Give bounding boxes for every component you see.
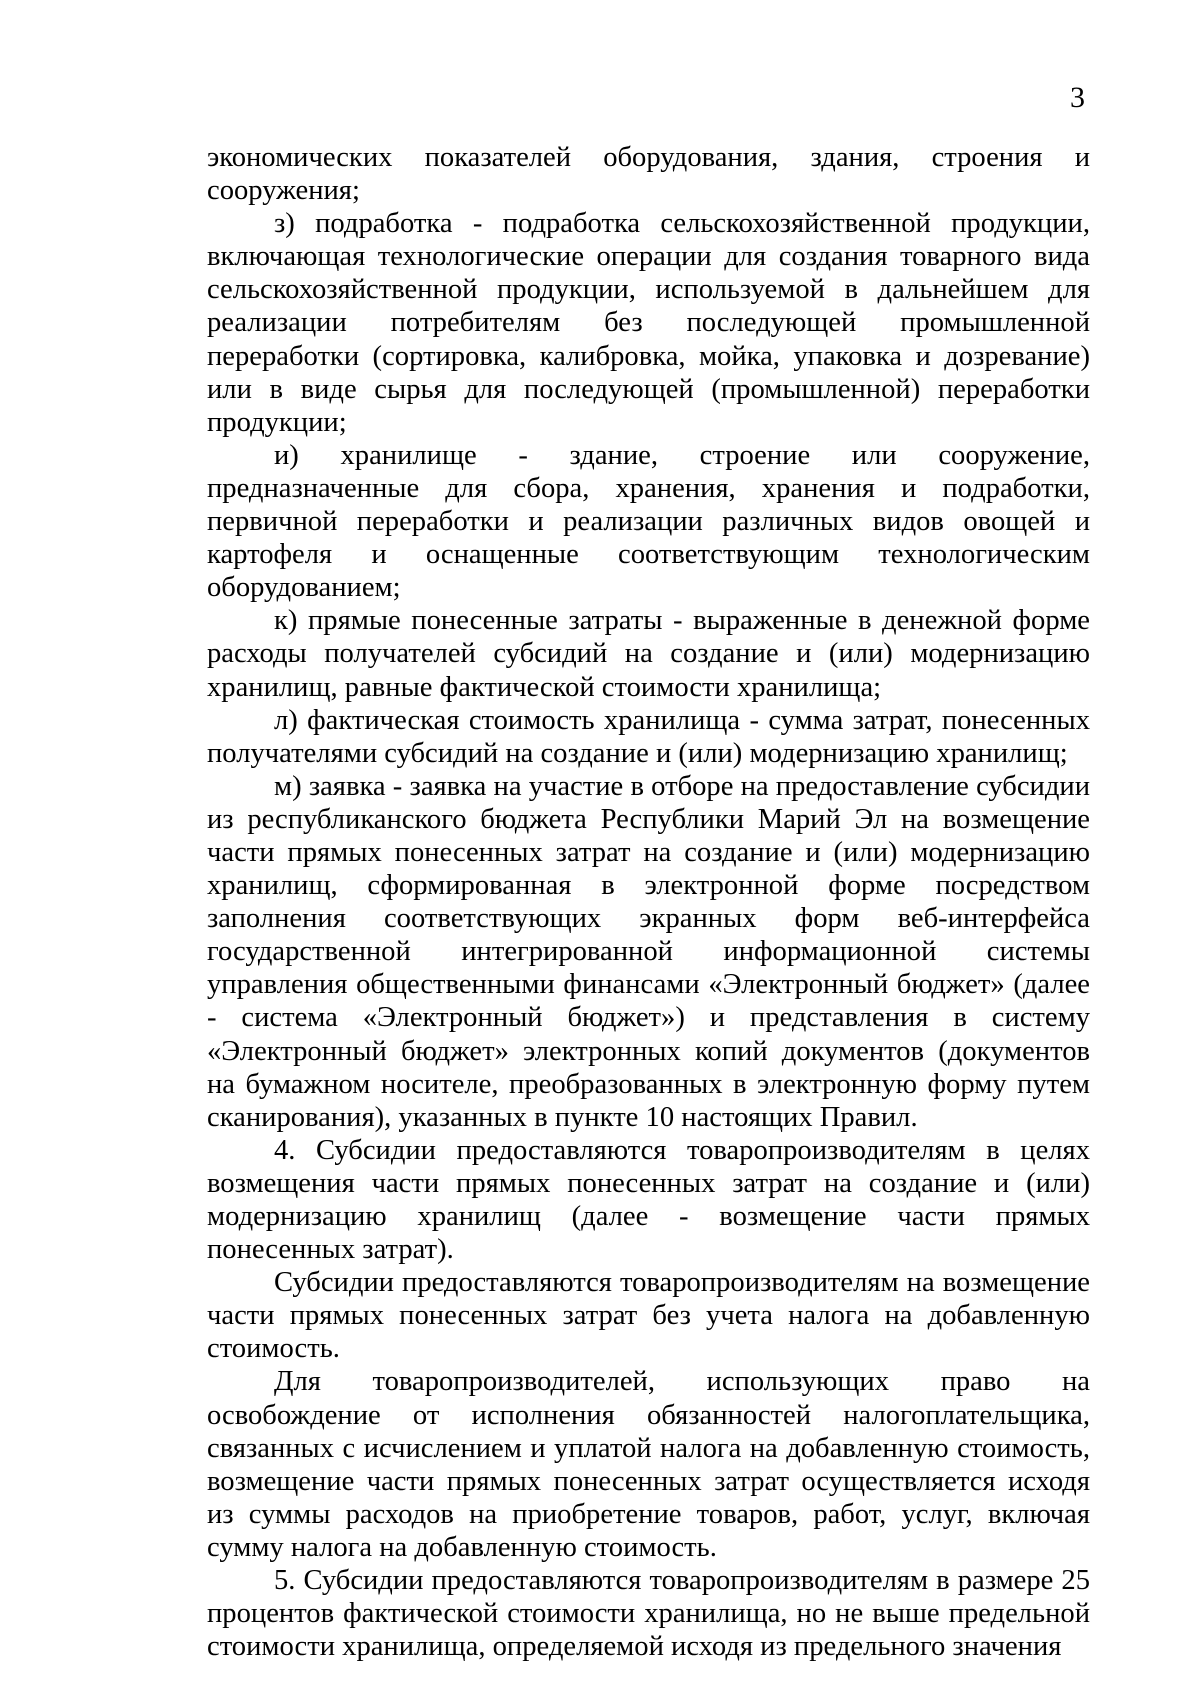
paragraph-vat-exclusion: Субсидии предоставляются товаропроизводителям на возмещение части прямых понесенных затрат без учета налога на добавленную стоимость. (207, 1267, 1090, 1365)
paragraph-clause-4: 4. Субсидии предоставляются товаропроизводителям в целях возмещения части прямых понесенных затрат на создание и (или) модернизацию хранилищ (далее - возмещение части прямых понесенных затрат). (207, 1134, 1090, 1266)
paragraph-definition-i: и) хранилище - здание, строение или сооружение, предназначенные для сбора, хранения, хранения и подработки, первичной переработки и реализации различных видов овощей и картофеля и оснащенные соответствующим технологическим оборудованием; (207, 439, 1090, 604)
document-body (207, 141, 1090, 1663)
paragraph-definition-z: з) подработка - подработка сельскохозяйственной продукции, включающая технологические операции для создания товарного вида сельскохозяйственной продукции, используемой в дальнейшем для реализации потребителям без последующей промышленной переработки (сортировка, калибровка, мойка, упаковка и дозревание) или в виде сырья для последующей (промышленной) переработки продукции; (207, 208, 1090, 438)
paragraph-definition-l: л) фактическая стоимость хранилища - сумма затрат, понесенных получателями субсидий на создание и (или) модернизацию хранилищ; (207, 704, 1090, 769)
paragraph-definition-m: м) заявка - заявка на участие в отборе на предоставление субсидии из республиканского бюджета Республики Марий Эл на возмещение части прямых понесенных затрат на создание и (или) модернизацию хранилищ, сформированная в электронной форме посредством заполнения соответствующих экранных форм веб-интерфейса государственной интегрированной информационной системы управления общественными финансами «Электронный бюджет» (далее - система «Электронный бюджет») и представления в систему «Электронный бюджет» электронных копий документов (документов на бумажном носителе, преобразованных в электронную форму путем сканирования), указанных в пункте 10 настоящих Правил. (207, 770, 1090, 1133)
paragraph-definition-k: к) прямые понесенные затраты - выраженные в денежной форме расходы получателей субсидий на создание и (или) модернизацию хранилищ, равные фактической стоимости хранилища; (207, 605, 1090, 703)
paragraph-clause-5: 5. Субсидии предоставляются товаропроизводителям в размере 25 процентов фактической стоимости хранилища, но не выше предельной стоимости хранилища, определяемой исходя из предельного значения (207, 1565, 1090, 1663)
paragraph-continuation: экономических показателей оборудования, здания, строения и сооружения; (207, 142, 1090, 207)
paragraph-vat-exempt: Для товаропроизводителей, использующих право на освобождение от исполнения обязанностей налогоплательщика, связанных с исчислением и уплатой налога на добавленную стоимость, возмещение части прямых понесенных затрат осуществляется исходя из суммы расходов на приобретение товаров, работ, услуг, включая сумму налога на добавленную стоимость. (207, 1366, 1090, 1563)
page-number: 3 (1070, 81, 1085, 114)
